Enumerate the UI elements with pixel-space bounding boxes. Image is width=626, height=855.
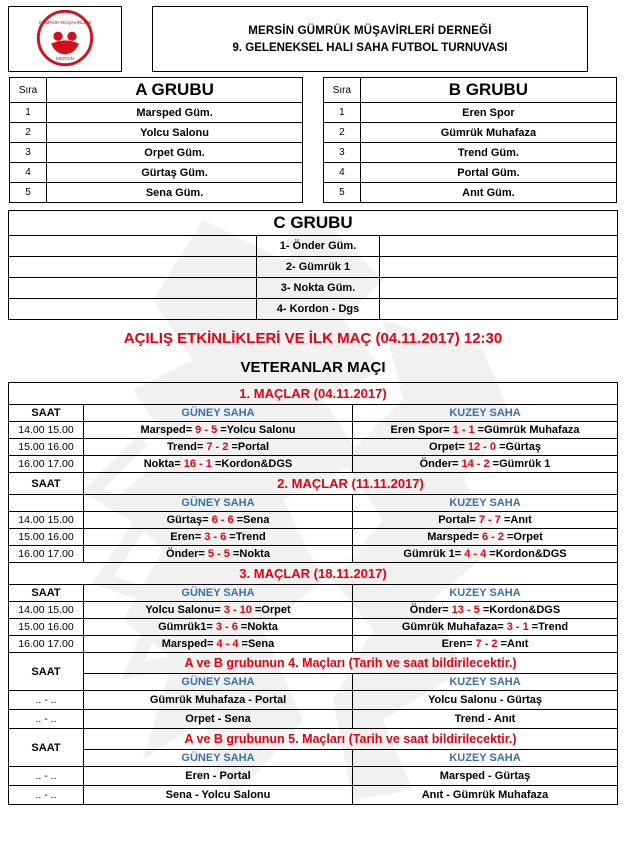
kuzey-saha-header: KUZEY SAHA <box>353 585 618 602</box>
table-row <box>9 257 618 278</box>
match-south <box>84 546 353 563</box>
rank: 4 <box>10 163 47 183</box>
home-team: Eren= <box>441 638 476 650</box>
match-north <box>353 529 618 546</box>
header-gap-right <box>588 7 619 72</box>
group-c-blank-left <box>9 257 257 278</box>
guney-saha-header: GÜNEY SAHA <box>84 585 353 602</box>
match-north <box>353 602 618 619</box>
match-south <box>84 602 353 619</box>
score: 14 - 2 <box>461 458 490 470</box>
home-team: Gürtaş= <box>166 514 212 526</box>
saat-header: SAAT <box>9 653 84 691</box>
group-c-blank-right <box>380 299 618 320</box>
groups-spacer <box>304 76 322 204</box>
team-name: 1- Önder Güm. <box>257 236 380 257</box>
table-row <box>9 439 618 456</box>
group-c-blank-right <box>380 257 618 278</box>
guney-saha-header: GÜNEY SAHA <box>84 495 353 512</box>
group-c-blank-left <box>9 236 257 257</box>
team-name: Portal Güm. <box>360 163 616 183</box>
guney-saha-header: GÜNEY SAHA <box>84 750 353 767</box>
rank: 5 <box>10 183 47 203</box>
table-row <box>9 767 618 786</box>
group-c-blank-right <box>380 236 618 257</box>
round-title: 3. MAÇLAR (18.11.2017) <box>9 563 618 585</box>
header-title-cell <box>153 7 588 72</box>
table-row <box>9 456 618 473</box>
away-team: =Orpet <box>251 604 291 616</box>
table-row <box>323 123 616 143</box>
away-team: =Kordon&DGS <box>486 548 567 560</box>
rank: 1 <box>10 103 47 123</box>
home-team: Gümrük 1= <box>403 548 465 560</box>
round-title: 1. MAÇLAR (04.11.2017) <box>9 383 618 405</box>
score: 1 - 1 <box>452 424 475 436</box>
home-team: Önder= <box>419 458 462 470</box>
away-team: =Portal <box>228 441 270 453</box>
match-time: 15.00 16.00 <box>9 529 84 546</box>
table-row <box>323 143 616 163</box>
kuzey-saha-header: KUZEY SAHA <box>353 495 618 512</box>
match-north: Yolcu Salonu - Gürtaş <box>353 691 618 710</box>
away-team: =Orpet <box>503 531 543 543</box>
team-name: 3- Nokta Güm. <box>257 278 380 299</box>
header-gap <box>122 7 153 72</box>
veterans-match-title: VETERANLAR MAÇI <box>240 359 386 376</box>
group-a-sira-header: Sıra <box>10 78 47 103</box>
away-team: =Sena <box>233 514 270 526</box>
team-name: Gürtaş Güm. <box>47 163 303 183</box>
home-team: Önder= <box>166 548 208 560</box>
match-north: Anıt - Gümrük Muhafaza <box>353 786 618 805</box>
home-team: Eren= <box>170 531 205 543</box>
home-team: Marsped= <box>161 638 217 650</box>
rank: 4 <box>323 163 360 183</box>
match-time: .. - .. <box>9 691 84 710</box>
away-team: =Trend <box>528 621 569 633</box>
group-a-title: A GRUBU <box>47 78 303 103</box>
away-team: =Kordon&DGS <box>479 604 561 616</box>
score: 7 - 2 <box>475 638 498 650</box>
team-name: Orpet Güm. <box>47 143 303 163</box>
document-header <box>8 6 618 72</box>
away-team: =Sena <box>238 638 275 650</box>
table-row <box>10 183 303 203</box>
tournament-title: 9. GELENEKSEL HALI SAHA FUTBOL TURNUVASI <box>232 41 508 54</box>
table-row <box>9 512 618 529</box>
table-row <box>9 786 618 805</box>
match-north <box>353 512 618 529</box>
pending-note: A ve B grubunun 5. Maçları (Tarih ve saat bildirilecektir.) <box>84 729 618 750</box>
match-south <box>84 439 353 456</box>
rank: 5 <box>323 183 360 203</box>
match-south: Orpet - Sena <box>84 710 353 729</box>
match-south <box>84 422 353 439</box>
match-south <box>84 529 353 546</box>
group-b-title: B GRUBU <box>360 78 616 103</box>
saat-header: SAAT <box>9 585 84 602</box>
home-team: Gümrük Muhafaza= <box>401 621 507 633</box>
match-north <box>353 456 618 473</box>
table-row <box>9 529 618 546</box>
score: 5 - 5 <box>207 548 230 560</box>
team-name: Trend Güm. <box>360 143 616 163</box>
score: 7 - 2 <box>206 441 229 453</box>
group-a-table <box>9 77 303 203</box>
group-b-cell <box>322 76 618 204</box>
match-north <box>353 619 618 636</box>
group-c-blank-left <box>9 299 257 320</box>
home-team: Trend= <box>166 441 207 453</box>
table-row <box>9 236 618 257</box>
home-team: Gümrük1= <box>158 621 216 633</box>
match-north: Trend - Anıt <box>353 710 618 729</box>
table-row <box>10 123 303 143</box>
guney-saha-header: GÜNEY SAHA <box>84 405 353 422</box>
table-row <box>9 278 618 299</box>
saat-header-blank <box>9 495 84 512</box>
table-row <box>10 143 303 163</box>
team-name: Gümrük Muhafaza <box>360 123 616 143</box>
table-row <box>323 183 616 203</box>
score: 6 - 6 <box>211 514 234 526</box>
match-south: Sena - Yolcu Salonu <box>84 786 353 805</box>
score: 13 - 5 <box>451 604 480 616</box>
away-team: =Gürtaş <box>496 441 541 453</box>
association-emblem-icon <box>36 9 94 67</box>
guney-saha-header: GÜNEY SAHA <box>84 674 353 691</box>
team-name: Anıt Güm. <box>360 183 616 203</box>
rank: 3 <box>323 143 360 163</box>
saat-header: SAAT <box>9 729 84 767</box>
score: 4 - 4 <box>464 548 487 560</box>
table-row <box>9 422 618 439</box>
svg-text:GÜMRÜK MÜŞAVİRLERİ: GÜMRÜK MÜŞAVİRLERİ <box>38 19 92 25</box>
logo-cell <box>9 7 122 72</box>
match-south <box>84 636 353 653</box>
table-row <box>9 636 618 653</box>
score: 4 - 4 <box>216 638 239 650</box>
match-time: 15.00 16.00 <box>9 439 84 456</box>
match-time: 15.00 16.00 <box>9 619 84 636</box>
group-c-title: C GRUBU <box>9 211 618 236</box>
away-team: =Nokta <box>237 621 278 633</box>
saat-header: SAAT <box>9 473 84 495</box>
match-south <box>84 512 353 529</box>
group-a-cell <box>8 76 304 204</box>
match-south: Gümrük Muhafaza - Portal <box>84 691 353 710</box>
home-team: Nokta= <box>143 458 184 470</box>
pending-note: A ve B grubunun 4. Maçları (Tarih ve saat bildirilecektir.) <box>84 653 618 674</box>
away-team: =Yolcu Salonu <box>217 424 296 436</box>
match-time: 14.00 15.00 <box>9 602 84 619</box>
score: 6 - 2 <box>481 531 504 543</box>
score: 9 - 5 <box>195 424 218 436</box>
table-row <box>9 619 618 636</box>
score: 3 - 10 <box>223 604 252 616</box>
match-south: Eren - Portal <box>84 767 353 786</box>
kuzey-saha-header: KUZEY SAHA <box>353 750 618 767</box>
groups-section <box>8 76 618 204</box>
score: 3 - 6 <box>204 531 227 543</box>
away-team: =Nokta <box>229 548 270 560</box>
table-row <box>9 299 618 320</box>
match-time: .. - .. <box>9 767 84 786</box>
away-team: =Gümrük 1 <box>489 458 551 470</box>
group-b-sira-header: Sıra <box>323 78 360 103</box>
home-team: Portal= <box>438 514 479 526</box>
match-north <box>353 636 618 653</box>
score: 7 - 7 <box>478 514 501 526</box>
away-team: =Anıt <box>497 638 529 650</box>
score: 16 - 1 <box>183 458 212 470</box>
table-row <box>9 691 618 710</box>
home-team: Marsped= <box>140 424 196 436</box>
group-b-table <box>323 77 617 203</box>
team-name: Yolcu Salonu <box>47 123 303 143</box>
match-time: 16.00 17.00 <box>9 546 84 563</box>
match-south <box>84 456 353 473</box>
score: 3 - 6 <box>215 621 238 633</box>
group-c-table <box>8 210 618 320</box>
group-c-blank-right <box>380 278 618 299</box>
score: 12 - 0 <box>467 441 497 453</box>
home-team: Marsped= <box>427 531 482 543</box>
table-row <box>323 163 616 183</box>
table-row <box>9 546 618 563</box>
table-row <box>10 163 303 183</box>
match-north <box>353 422 618 439</box>
team-name: Marsped Güm. <box>47 103 303 123</box>
kuzey-saha-header: KUZEY SAHA <box>353 405 618 422</box>
match-time: 16.00 17.00 <box>9 456 84 473</box>
table-row <box>9 710 618 729</box>
table-row <box>9 602 618 619</box>
org-title: MERSİN GÜMRÜK MÜŞAVİRLERİ DERNEĞİ <box>248 24 492 37</box>
match-north <box>353 546 618 563</box>
home-team: Eren Spor= <box>390 424 453 436</box>
rank: 3 <box>10 143 47 163</box>
round-title: 2. MAÇLAR (11.11.2017) <box>84 473 618 495</box>
match-north <box>353 439 618 456</box>
away-team: =Anıt <box>500 514 532 526</box>
match-north: Marsped - Gürtaş <box>353 767 618 786</box>
team-name: 4- Kordon - Dgs <box>257 299 380 320</box>
home-team: Orpet= <box>429 441 468 453</box>
rank: 2 <box>323 123 360 143</box>
team-name: 2- Gümrük 1 <box>257 257 380 278</box>
rank: 2 <box>10 123 47 143</box>
svg-text:MERSİN: MERSİN <box>56 55 74 61</box>
saat-header: SAAT <box>9 405 84 422</box>
home-team: Yolcu Salonu= <box>145 604 224 616</box>
score: 3 - 1 <box>506 621 529 633</box>
away-team: =Gümrük Muhafaza <box>474 424 580 436</box>
home-team: Önder= <box>409 604 452 616</box>
fixtures-table <box>8 382 618 805</box>
away-team: =Kordon&DGS <box>211 458 293 470</box>
team-name: Eren Spor <box>360 103 616 123</box>
table-row <box>323 103 616 123</box>
match-time: 14.00 15.00 <box>9 512 84 529</box>
match-time: 14.00 15.00 <box>9 422 84 439</box>
away-team: =Trend <box>226 531 266 543</box>
rank: 1 <box>323 103 360 123</box>
match-south <box>84 619 353 636</box>
match-time: .. - .. <box>9 710 84 729</box>
match-time: .. - .. <box>9 786 84 805</box>
match-time: 16.00 17.00 <box>9 636 84 653</box>
group-c-blank-left <box>9 278 257 299</box>
table-row <box>10 103 303 123</box>
opening-announcement: AÇILIŞ ETKİNLİKLERİ VE İLK MAÇ (04.11.2017) 12:30 <box>123 330 503 347</box>
kuzey-saha-header: KUZEY SAHA <box>353 674 618 691</box>
team-name: Sena Güm. <box>47 183 303 203</box>
